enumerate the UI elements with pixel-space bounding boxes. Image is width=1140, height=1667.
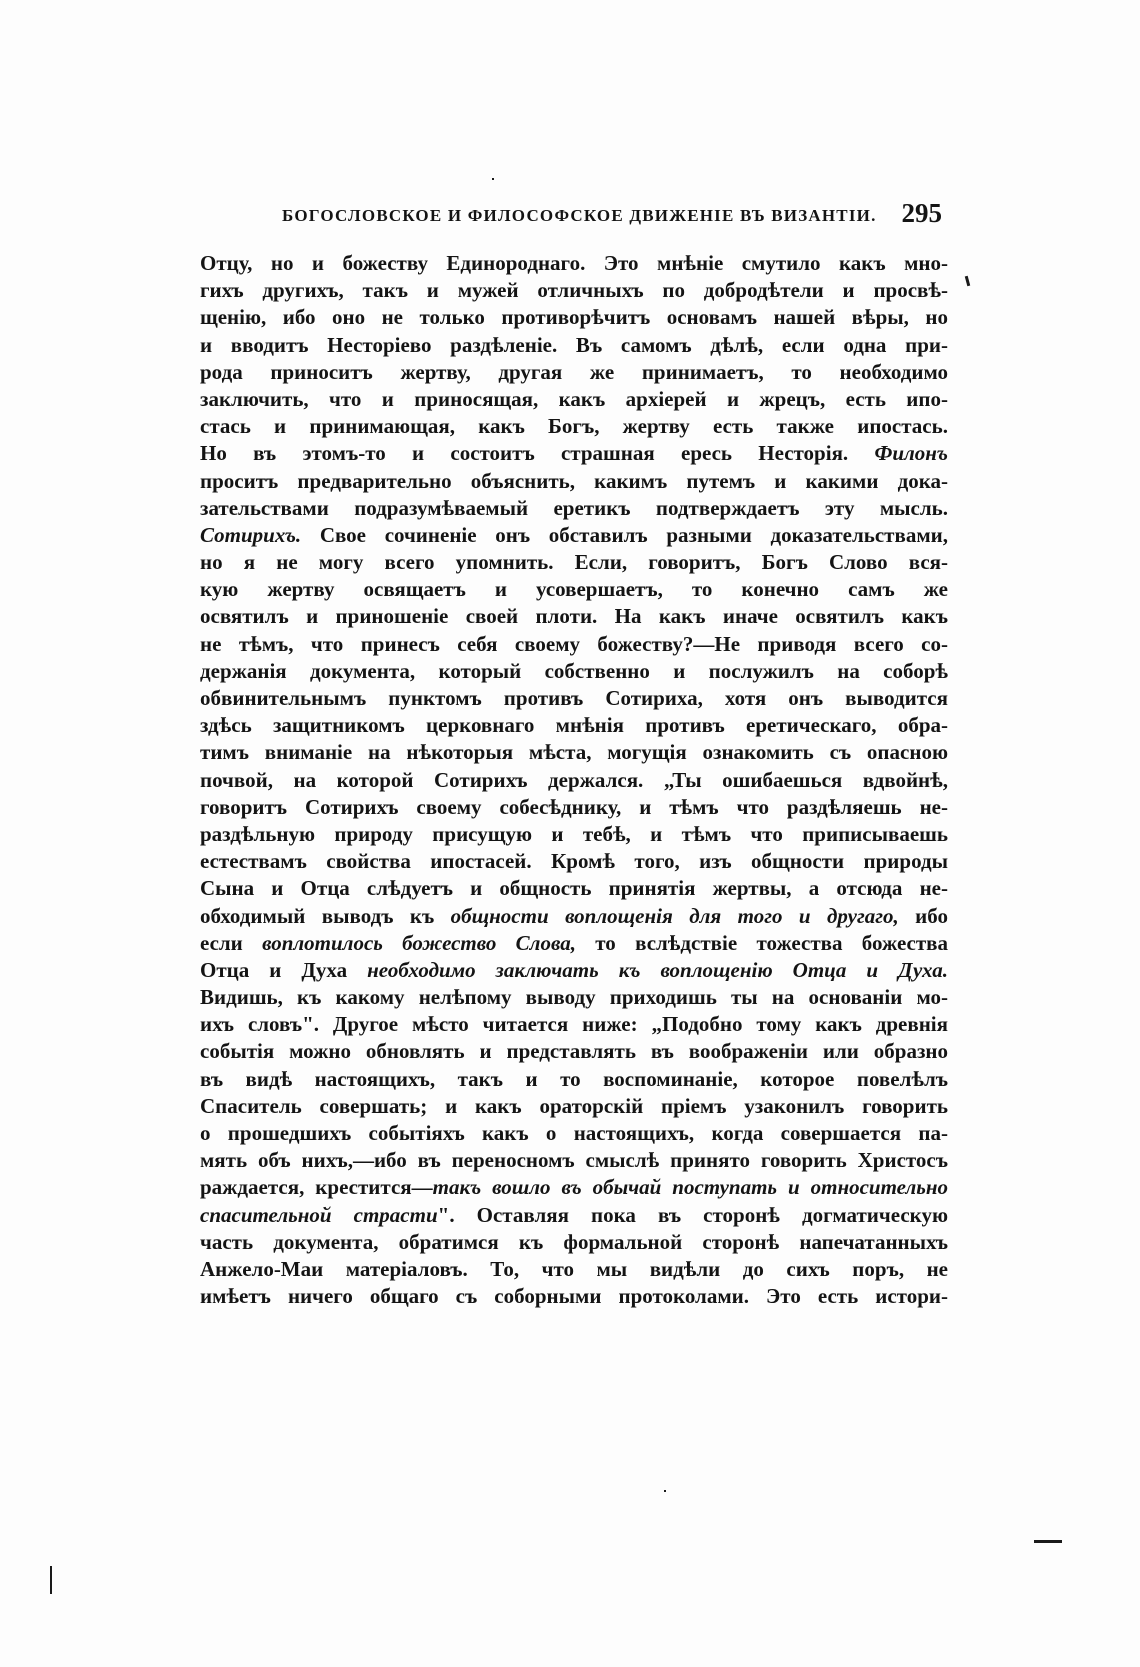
text-run: Видишь, къ какому нелѣпому выводу приходишь ты на основаніи мо- bbox=[200, 985, 948, 1010]
text-line bbox=[200, 277, 948, 304]
running-head bbox=[200, 200, 948, 234]
print-speck bbox=[664, 1490, 666, 1492]
text-line bbox=[200, 712, 948, 739]
text-run: мять объ нихъ,—ибо въ переносномъ смыслѣ принято говорить Христосъ bbox=[200, 1148, 948, 1173]
text-line bbox=[200, 413, 948, 440]
text-line bbox=[200, 903, 948, 930]
text-run: то вслѣдствіе тожества божества bbox=[575, 930, 948, 955]
print-speck bbox=[492, 178, 494, 180]
text-run: Свое сочиненіе онъ обставилъ разными доказательствами, bbox=[301, 522, 948, 547]
text-run: ". Оставляя пока въ сторонѣ догматическую bbox=[437, 1202, 948, 1227]
italic-text-run: Филонъ bbox=[874, 441, 948, 466]
text-line bbox=[200, 468, 948, 495]
text-line bbox=[200, 1011, 948, 1038]
text-run: обвинительнымъ пунктомъ противъ Сотириха, хотя онъ выводится bbox=[200, 686, 948, 710]
text-run: раждается, крестится— bbox=[200, 1175, 433, 1200]
text-line bbox=[200, 386, 948, 413]
text-run: ибо bbox=[898, 903, 948, 928]
text-run: часть документа, обратимся къ формальной сторонѣ напечатанныхъ bbox=[200, 1229, 948, 1254]
italic-text-run: общности воплощенія для того и другаго, bbox=[450, 903, 899, 928]
text-run: гихъ другихъ, такъ и мужей отличныхъ по добродѣтели и просвѣ- bbox=[200, 278, 948, 303]
text-line bbox=[200, 250, 948, 277]
text-line bbox=[200, 1038, 948, 1065]
italic-text-run: спасительной страсти bbox=[200, 1202, 438, 1227]
text-line bbox=[200, 1229, 948, 1256]
text-line bbox=[200, 1120, 948, 1147]
body-text bbox=[200, 250, 948, 1310]
text-line bbox=[200, 767, 948, 794]
margin-tick-mark bbox=[965, 276, 970, 286]
text-line bbox=[200, 603, 948, 630]
text-run: стась и принимающая, какъ Богъ, жертву есть также ипостась. bbox=[200, 414, 948, 439]
text-line bbox=[200, 440, 948, 467]
text-run: говоритъ Сотирихъ своему собесѣднику, и тѣмъ что раздѣляешь не- bbox=[200, 794, 948, 819]
text-run: раздѣльную природу присущую и тебѣ, и тѣмъ что приписываешь bbox=[200, 821, 948, 846]
text-line bbox=[200, 1174, 948, 1201]
text-line bbox=[200, 1202, 948, 1229]
italic-text-run: воплотилось божество Слова, bbox=[262, 930, 576, 955]
text-line bbox=[200, 359, 948, 386]
text-run: событія можно обновлять и представлять въ воображеніи или образно bbox=[200, 1039, 948, 1064]
text-line bbox=[200, 495, 948, 522]
text-run: Сына и Отца слѣдуетъ и общность принятія жертвы, а отсюда не- bbox=[200, 876, 948, 901]
text-run: Анжело-Маи матеріаловъ. То, что мы видѣли до сихъ поръ, не bbox=[200, 1256, 948, 1281]
text-line bbox=[200, 1283, 948, 1310]
text-line bbox=[200, 685, 948, 712]
text-line bbox=[200, 875, 948, 902]
italic-text-run: Сотирихъ. bbox=[200, 522, 302, 547]
text-run: Отца и Духа bbox=[200, 957, 368, 982]
text-run: здѣсь защитникомъ церковнаго мнѣнія противъ еретическаго, обра- bbox=[200, 713, 948, 738]
text-run: если bbox=[200, 930, 263, 955]
text-run: въ видѣ настоящихъ, такъ и то воспоминаніе, которое повелѣлъ bbox=[200, 1066, 948, 1091]
text-line bbox=[200, 930, 948, 957]
text-line bbox=[200, 821, 948, 848]
text-line bbox=[200, 1093, 948, 1120]
running-title: БОГОСЛОВСКОЕ И ФИЛОСОФСКОЕ ДВИЖЕНІЕ ВЪ ВИЗАНТІИ. bbox=[282, 206, 877, 225]
text-run: тимъ вниманіе на нѣкоторыя мѣста, могущія ознакомить съ опасною bbox=[200, 740, 948, 765]
text-line bbox=[200, 304, 948, 331]
text-run: о прошедшихъ событіяхъ какъ о настоящихъ, когда совершается па- bbox=[200, 1121, 948, 1145]
text-line bbox=[200, 1147, 948, 1174]
text-run: и вводитъ Несторіево раздѣленіе. Въ самомъ дѣлѣ, если одна при- bbox=[200, 332, 948, 357]
text-line bbox=[200, 984, 948, 1011]
text-line bbox=[200, 794, 948, 821]
text-run: зательствами подразумѣваемый еретикъ подтверждаетъ эту мысль. bbox=[200, 495, 948, 520]
margin-dash-mark bbox=[1034, 1540, 1062, 1543]
text-run: но я не могу всего упомнить. Если, говоритъ, Богъ Слово вся- bbox=[200, 550, 948, 575]
text-run: Но въ этомъ-то и состоитъ страшная ересь Несторія. bbox=[200, 441, 875, 466]
text-run: освятилъ и приношеніе своей плоти. На какъ иначе освятилъ какъ bbox=[200, 604, 948, 629]
text-line bbox=[200, 848, 948, 875]
text-line bbox=[200, 522, 948, 549]
text-run: ихъ словъ". Другое мѣсто читается ниже: „Подобно тому какъ древнія bbox=[200, 1012, 948, 1037]
text-line bbox=[200, 1066, 948, 1093]
text-line bbox=[200, 957, 948, 984]
text-line bbox=[200, 549, 948, 576]
text-run: проситъ предварительно объяснить, какимъ путемъ и какими дока- bbox=[200, 468, 948, 493]
text-run: рода приноситъ жертву, другая же принимаетъ, то необходимо bbox=[200, 359, 948, 384]
text-line bbox=[200, 739, 948, 766]
text-line bbox=[200, 1256, 948, 1283]
text-run: естествамъ свойства ипостасей. Кромѣ того, изъ общности природы bbox=[200, 849, 948, 874]
text-run: Спаситель совершать; и какъ ораторскій пріемъ узаконилъ говорить bbox=[200, 1093, 948, 1118]
text-line bbox=[200, 332, 948, 359]
text-run: щенію, ибо оно не только противорѣчитъ основамъ нашей вѣры, но bbox=[200, 305, 948, 330]
text-run: обходимый выводъ къ bbox=[200, 903, 451, 928]
text-line bbox=[200, 631, 948, 658]
page-number: 295 bbox=[901, 198, 942, 228]
text-run: держанія документа, который собственно и послужилъ на соборѣ bbox=[200, 658, 948, 683]
italic-text-run: необходимо заключать къ воплощенію Отца и Духа. bbox=[367, 957, 948, 982]
text-run: не тѣмъ, что принесъ себя своему божеству?—Не приводя всего со- bbox=[200, 631, 948, 656]
text-run: кую жертву освящаетъ и усовершаетъ, то конечно самъ же bbox=[200, 577, 948, 602]
text-line bbox=[200, 658, 948, 685]
italic-text-run: такъ вошло въ обычай поступать и относительно bbox=[432, 1175, 948, 1200]
text-run: почвой, на которой Сотирихъ держался. „Ты ошибаешься вдвойнѣ, bbox=[200, 767, 948, 792]
text-run: заключить, что и приносящая, какъ архіерей и жрецъ, есть ипо- bbox=[200, 386, 948, 411]
margin-bar-mark bbox=[50, 1566, 52, 1594]
text-line bbox=[200, 576, 948, 603]
text-run: Отцу, но и божеству Единороднаго. Это мнѣніе смутило какъ мно- bbox=[200, 251, 948, 275]
text-run: имѣетъ ничего общаго съ соборными протоколами. Это есть истори- bbox=[200, 1284, 948, 1309]
